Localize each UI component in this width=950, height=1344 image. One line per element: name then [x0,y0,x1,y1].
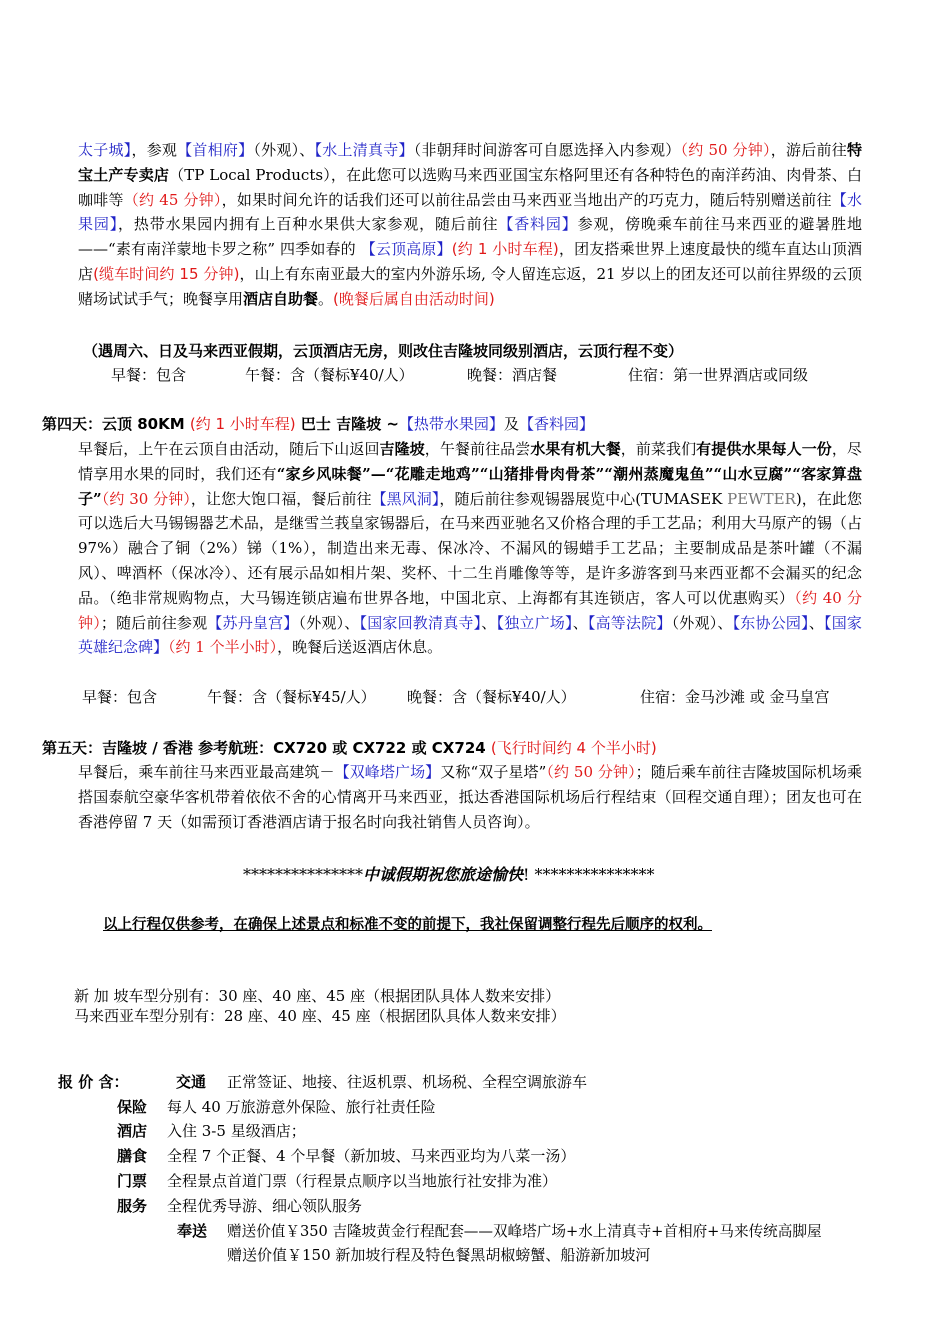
text: ，午餐前往品尝 [424,440,531,458]
day3-meals-dinner: 晚餐：酒店餐 [467,366,558,384]
duration-40min: （约 40 分钟） [78,588,863,632]
includes-transport-label: 交通 [176,1073,207,1091]
day3-meals-hotel: 住宿：第一世界酒店或同级 [628,366,809,384]
free-time-note: (晚餐后属自由活动时间) [333,289,495,308]
attraction-petronas: 【双峰塔广场】 [334,763,441,781]
includes-gift-1: 赠送价值￥350 吉隆坡黄金行程配套——双峰塔广场+水上清真寺+首相府+马来传统高脚屋 [227,1223,822,1240]
fruit-per-person: 有提供水果每人一份 [696,440,832,458]
day5-heading-duration: (飞行时间约 4 个半小时) [490,739,657,757]
stars-right: *************** [529,865,655,884]
attraction-national-mosque: 【国家回教清真寺】 [359,613,482,632]
text: （外观）、 [253,141,315,159]
day4-heading-label: 第四天：云顶 80KM [42,415,190,433]
duration-45min: （约 45 分钟） [123,190,222,209]
text: 、 [808,613,825,632]
day4-heading-duration: (约 1 小时车程) [189,415,296,433]
includes-insurance: 每人 40 万旅游意外保险、旅行社责任险 [167,1098,436,1116]
text: )，在此您可以选后大马锡锡器艺术品，是继雪兰莪皇家锡器后，在马来西亚驰名又价格合理的手工艺品；利用大马原产的锡（占 97%）融合了铜（2%）锑（1%），制造出来无毒、保冰冷、不漏风的锡蜡手工艺品；主要制成品是茶叶罐（不漏风）、啤酒杯（保冰冷）、还有展示品如相片架、奖杯、十二生肖雕像等等，是许多游客到马来西亚都不会漏买的纪念品。（绝非常规购物点，大马锡连锁店遍布世界各地，中国北京、上海都有其连锁店，客人可以优惠购买） [78,489,862,607]
text: 又称“双子星塔” [440,763,547,781]
text: 早餐后，上午在云顶自由活动，随后下山返回 [78,440,380,458]
day5-heading-label: 第五天：吉隆坡 / 香港 参考航班：CX720 或 CX722 或 CX724 [42,739,491,757]
includes-hotel: 入住 3-5 星级酒店； [167,1122,306,1140]
text: ；随后前往参观 [100,613,208,632]
day4-meals-breakfast: 早餐：包含 [82,688,158,706]
includes-ticket: 全程景点首道门票（行程景点顺序以当地旅行社安排为准） [167,1172,558,1190]
text: 、 [572,613,588,632]
attraction-national-monument: 【国家英雄纪念碑】 [78,613,862,657]
duration-30min: （约 30 分钟） [101,489,191,508]
text: ，前菜我们 [620,440,697,458]
stars-left: *************** [243,865,363,884]
city-kl: 吉隆坡 [379,440,425,458]
includes-insurance-label: 保险 [117,1098,148,1116]
includes-meal: 全程 7 个正餐、4 个早餐（新加坡、马来西亚均为八菜一汤） [167,1147,576,1165]
text: ，晚餐后送返酒店休息。 [277,638,443,657]
text: （非朝拜时间游客可自愿选择入内参观） [413,141,681,159]
day3-description [78,138,862,312]
duration-50min-2: （约 50 分钟） [546,763,636,781]
duration-1-5h: （约 1 个半小时） [168,638,278,657]
text: ，山上有东南亚最大的室内外游乐场, 令人留连忘返，21 岁以上的团友还可以前往界级的云顶赌场试试手气；晚餐享用 [78,264,862,308]
text: ，如果时间允许的话我们还可以前往品尝由马来西亚当地出产的巧克力，随后特别赠送前往 [221,190,832,209]
text: ，热带水果园内拥有上百种水果供大家参观，随后前往 [118,215,499,234]
text: ，游后前往 [770,141,847,159]
attraction-merdeka-square: 【独立广场】 [496,613,573,632]
text: 早餐后，乘车前往马来西亚最高建筑－ [78,763,335,781]
text: ，参观 [131,141,178,159]
day5-heading [42,737,657,758]
includes-hotel-label: 酒店 [117,1122,148,1140]
hometown-dishes: “家乡风味餐”—“花雕走地鸡”“山猪排骨肉骨茶”“潮州蒸魔鬼鱼”“山水豆腐”“客家算盘子” [78,464,862,508]
includes-heading: 报 价 含： [58,1073,129,1091]
includes-service: 全程优秀导游、细心领队服务 [167,1197,363,1215]
includes-gift-2: 赠送价值￥150 新加坡行程及特色餐黑胡椒螃蟹、船游新加坡河 [227,1246,651,1264]
text: ，尽情享用水果的同时，我们还有 [78,440,862,483]
text: 参观，傍晚乘车前往马来西亚的避暑胜地——“素有南洋蒙地卡罗之称” 四季如春的 [78,215,862,259]
text: ，团友搭乘世界上速度最快的缆车直达山顶酒店 [78,240,862,283]
text: 、 [481,613,497,632]
includes-meal-label: 膳食 [117,1147,148,1165]
wish-mark: ! [523,865,530,884]
day4-heading-fruit: 【热带水果园】 [398,415,504,433]
day3-meals-lunch: 午餐：含（餐标¥40/人） [245,366,414,384]
closing-wish [243,862,655,885]
text: ；随后乘车前往吉隆坡国际机场乘搭国泰航空豪华客机带着依依不舍的心情离开马来西亚，抵达香港国际机场后行程结束（回程交通自理）；团友也可在香港停留 7 天（如需预订香港酒店请于报名时向我社销售人员咨询）。 [78,763,862,831]
includes-service-label: 服务 [117,1197,148,1215]
attraction-high-court: 【高等法院】 [587,613,672,632]
vehicles-malaysia: 马来西亚车型分别有：28 座、40 座、45 座（根据团队具体人数来安排） [74,1007,566,1025]
includes-ticket-label: 门票 [117,1172,148,1190]
includes-gift-label: 奉送 [177,1222,208,1240]
day3-meals-breakfast: 早餐：包含 [111,366,187,384]
attraction-batu-caves: 【黑风洞】 [371,489,440,508]
attraction-floating-mosque: 【水上清真寺】 [314,141,414,159]
attraction-asean-park: 【东协公园】 [732,613,809,632]
pewter-label: PEWTER [727,489,796,508]
duration-cable-car: (缆车时间约 15 分钟) [93,264,240,283]
day4-meals-lunch: 午餐：含（餐标¥45/人） [207,688,376,706]
text: ，随后前往参观锡器展览中心(TUMASEK [439,489,728,508]
attraction-genting: 【云顶高原】 [360,240,452,259]
day4-meals-hotel: 住宿：金马沙滩 或 金马皇宫 [640,688,830,706]
text: （外观）、 [298,613,360,632]
day3-genting-note: （遇周六、日及马来西亚假期，云顶酒店无房，则改住吉隆坡同级别酒店，云顶行程不变） [83,342,684,360]
dinner-buffet: 酒店自助餐 [243,289,319,308]
day4-heading-spice: 【香料园】 [518,415,594,433]
attraction-fruit-garden: 【水果园】 [78,190,862,234]
day4-heading [42,413,594,434]
duration-50min: （约 50 分钟） [680,141,771,159]
disclaimer: 以上行程仅供参考，在确保上述景点和标准不变的前提下，我社保留调整行程先后顺序的权利。 [103,916,712,933]
day4-meals-dinner: 晚餐：含（餐标¥40/人） [407,688,576,706]
shop-tp-local: 特宝土产专卖店 [78,141,862,184]
includes-transport: 正常签证、地接、往返机票、机场税、全程空调旅游车 [227,1073,588,1091]
attraction-pm-office: 【首相府】 [177,141,254,159]
day5-description [78,760,862,834]
fruit-feast: 水果有机大餐 [530,440,621,458]
attraction-prince-city: 太子城】 [78,141,132,159]
text: 。 [318,289,334,308]
text: （外观）、 [671,613,733,632]
day4-description [78,437,862,660]
vehicles-singapore: 新 加 坡车型分别有：30 座、40 座、45 座（根据团队具体人数来安排） [74,987,561,1005]
text: （TP Local Products），在此您可以选购马来西亚国宝东格阿里还有各种特色的南洋药油、肉骨茶、白咖啡等 [78,165,862,209]
attraction-spice-garden: 【香料园】 [498,215,578,234]
attraction-sultan-palace: 【苏丹皇宫】 [207,613,299,632]
wish-text: 中诚假期祝您旅途愉快 [363,865,524,884]
day4-heading-and: 及 [503,415,519,433]
duration-1h-drive: (约 1 小时车程) [451,240,559,259]
text: ，让您大饱口福，餐后前往 [190,489,372,508]
day4-heading-route: 巴士 吉隆坡 ~ [295,415,399,433]
